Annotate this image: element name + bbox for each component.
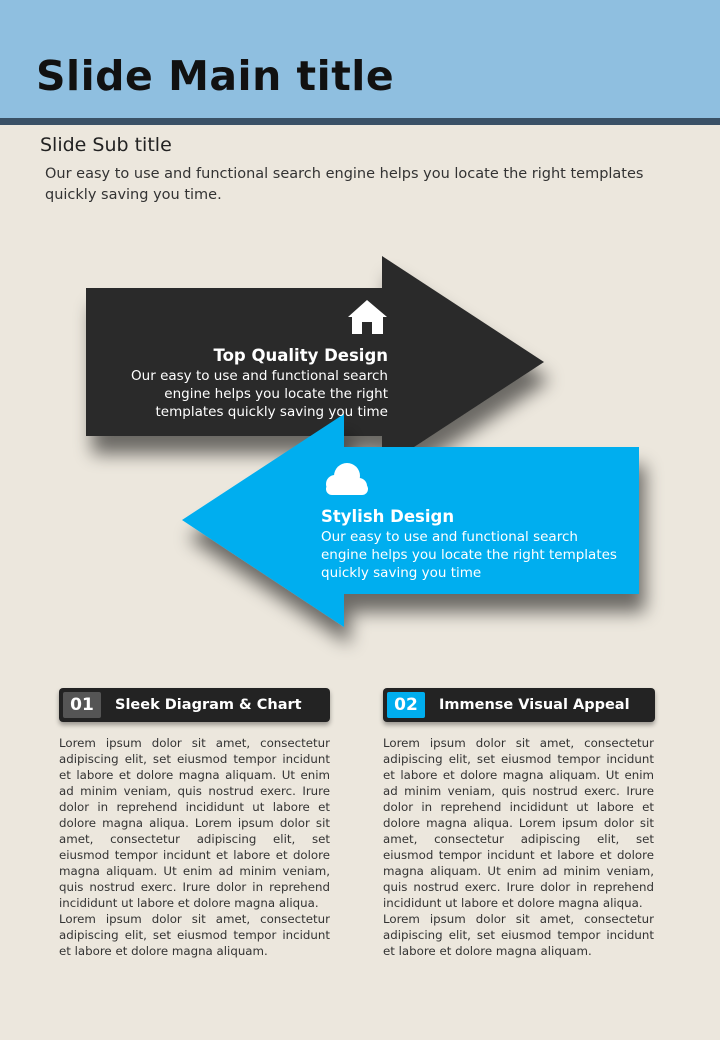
- slide-subtitle: Slide Sub title: [40, 134, 172, 156]
- top-quality-block: [120, 345, 388, 421]
- stylish-block: [321, 506, 621, 582]
- stylish-text: Our easy to use and functional search engine helps you locate the right templates quickly saving you time: [321, 529, 617, 581]
- column-02-paragraph-2: Lorem ipsum dolor sit amet, consectetur adipiscing elit, set eiusmod tempor incidunt et labore et dolore magna aliquam.: [383, 912, 654, 958]
- top-quality-heading: Top Quality Design: [213, 346, 388, 365]
- top-quality-text: Our easy to use and functional search engine helps you locate the right templates quickly saving you time: [131, 368, 388, 420]
- header-divider: [0, 118, 720, 125]
- slide-main-title: Slide Main title: [36, 52, 395, 100]
- column-body-01: [59, 735, 330, 959]
- column-02-paragraph-1: Lorem ipsum dolor sit amet, consectetur adipiscing elit, set eiusmod tempor incidunt et labore et dolore magna aliquam. Ut enim ad minim veniam, quis nostrud exerc. Irure dolor in reprehend incididunt ut labore et dolore magna aliqua. Lorem ipsum dolor sit amet, consectetur adipiscing elit, set eiusmod tempor incidunt et labore et dolore magna aliquam. Ut enim ad minim veniam, quis nostrud exerc. Irure dolor in reprehend incididunt ut labore et dolore magna aliqua.: [383, 736, 654, 910]
- section-label-02: Immense Visual Appeal: [439, 697, 630, 713]
- intro-text: Our easy to use and functional search engine helps you locate the right templates quickly saving you time.: [45, 166, 644, 203]
- stylish-heading: Stylish Design: [321, 507, 455, 526]
- section-number-02: 02: [387, 692, 425, 718]
- section-number-01: 01: [63, 692, 101, 718]
- arrow-diagram: [0, 240, 720, 660]
- column-body-02: [383, 735, 654, 959]
- section-header-01: [59, 688, 330, 722]
- section-label-01: Sleek Diagram & Chart: [115, 697, 302, 713]
- column-01-paragraph-2: Lorem ipsum dolor sit amet, consectetur adipiscing elit, set eiusmod tempor incidunt et labore et dolore magna aliquam.: [59, 912, 330, 958]
- column-01-paragraph-1: Lorem ipsum dolor sit amet, consectetur adipiscing elit, set eiusmod tempor incidunt et labore et dolore magna aliquam. Ut enim ad minim veniam, quis nostrud exerc. Irure dolor in reprehend incididunt ut labore et dolore magna aliqua. Lorem ipsum dolor sit amet, consectetur adipiscing elit, set eiusmod tempor incidunt et labore et dolore magna aliquam. Ut enim ad minim veniam, quis nostrud exerc. Irure dolor in reprehend incididunt ut labore et dolore magna aliqua.: [59, 736, 330, 910]
- section-header-02: [383, 688, 655, 722]
